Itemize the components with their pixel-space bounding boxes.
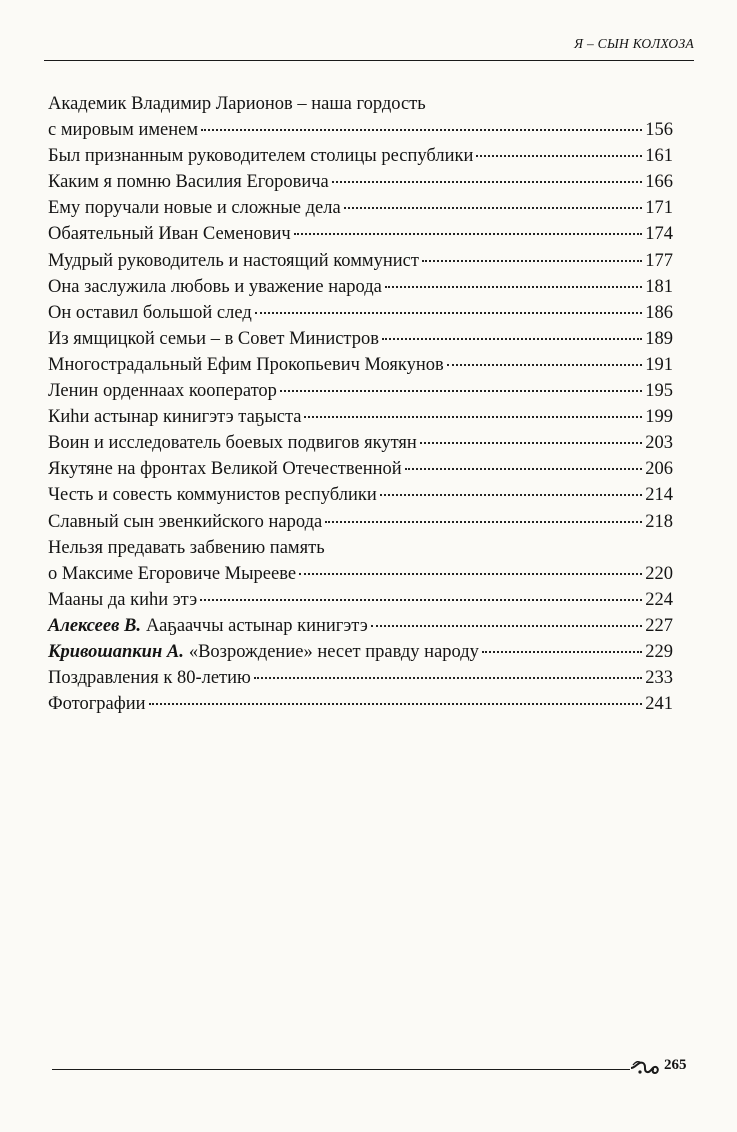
toc-entry-page: 181 xyxy=(645,276,673,297)
toc-entry-title xyxy=(48,248,419,274)
toc-entry-title xyxy=(48,274,382,300)
toc-line xyxy=(48,561,673,587)
dot-leader xyxy=(476,155,642,157)
toc-line xyxy=(48,143,673,169)
toc-entry-page: 156 xyxy=(645,120,673,141)
toc-entry-text: Славный сын эвенкийского народа xyxy=(48,511,323,532)
toc-entry-author: Алексеев В. xyxy=(48,615,141,636)
toc-line xyxy=(48,378,673,404)
toc-entry xyxy=(48,430,673,456)
dot-leader xyxy=(294,233,643,235)
toc-entry-author: Кривошапкин А. xyxy=(48,641,184,662)
dot-leader xyxy=(325,521,642,523)
toc-entry-title xyxy=(48,221,291,247)
toc-entry-page: 195 xyxy=(645,381,673,402)
toc-line xyxy=(48,639,673,665)
toc-line xyxy=(48,248,673,274)
toc-line xyxy=(48,169,673,195)
toc-entry-text: Якутяне на фронтах Великой Отечественной xyxy=(48,459,402,480)
toc-entry-page: 214 xyxy=(645,485,673,506)
toc-entry-title xyxy=(48,509,322,535)
toc-line xyxy=(48,404,673,430)
toc-entry-page: 233 xyxy=(645,668,673,689)
toc-entry xyxy=(48,691,673,717)
toc-entry xyxy=(48,221,673,247)
toc-entry xyxy=(48,509,673,535)
toc-entry xyxy=(48,378,673,404)
dot-leader xyxy=(299,573,642,575)
toc-entry-title xyxy=(48,535,325,561)
dot-leader xyxy=(255,312,642,314)
toc-entry-text: Ленин орденнаах кооператор xyxy=(48,381,277,402)
toc-entry xyxy=(48,482,673,508)
toc-entry-text: Каким я помню Василия Егоровича xyxy=(48,172,329,193)
flourish-icon xyxy=(630,1057,660,1079)
toc-entry-text: Она заслужила любовь и уважение народа xyxy=(48,276,382,297)
dot-leader xyxy=(422,260,642,262)
dot-leader xyxy=(304,416,642,418)
toc-line xyxy=(48,274,673,300)
toc-line xyxy=(48,195,673,221)
toc-entry-title xyxy=(48,143,473,169)
toc-entry-page: 177 xyxy=(645,250,673,271)
toc-entry xyxy=(48,274,673,300)
toc-entry-text: Честь и совесть коммунистов республики xyxy=(48,485,377,506)
dot-leader xyxy=(482,651,642,653)
toc-entry-page: 161 xyxy=(645,146,673,167)
toc-entry-text: Фотографии xyxy=(48,694,146,715)
toc-entry xyxy=(48,587,673,613)
toc-entry xyxy=(48,143,673,169)
toc-entry-page: 218 xyxy=(645,511,673,532)
toc-entry-page: 224 xyxy=(645,589,673,610)
bottom-rule xyxy=(52,1069,630,1070)
toc-entry-title xyxy=(48,482,377,508)
toc-entry-text: о Максиме Егоровиче Мыреeве xyxy=(48,563,297,584)
dot-leader xyxy=(371,625,642,627)
toc-entry-text: Был признанным руководителем столицы республики xyxy=(48,146,474,167)
toc-line xyxy=(48,430,673,456)
toc-entry-title xyxy=(48,352,444,378)
toc-entry-title xyxy=(48,587,197,613)
toc-entry-page: 227 xyxy=(645,615,673,636)
toc-entry-text: Ааҕааччы астынар кинигэтэ xyxy=(145,615,368,636)
toc-line xyxy=(48,691,673,717)
toc-entry-page: 241 xyxy=(645,694,673,715)
toc-line xyxy=(48,456,673,482)
toc-line xyxy=(48,221,673,247)
dot-leader xyxy=(149,703,643,705)
running-head: Я – СЫН КОЛХОЗА xyxy=(574,36,694,51)
toc-line xyxy=(48,587,673,613)
toc-entry-text: Ему поручали новые и сложные дела xyxy=(48,198,341,219)
toc-entry-page: 206 xyxy=(645,459,673,480)
dot-leader xyxy=(332,181,642,183)
toc-entry-title xyxy=(48,300,252,326)
toc-line xyxy=(48,352,673,378)
toc-entry xyxy=(48,352,673,378)
toc-line xyxy=(48,117,673,143)
toc-entry-title xyxy=(48,195,341,221)
dot-leader xyxy=(254,677,642,679)
toc-entry-title xyxy=(48,378,277,404)
toc-entry xyxy=(48,300,673,326)
toc-entry-title xyxy=(48,613,368,639)
toc-line xyxy=(48,535,673,561)
dot-leader xyxy=(385,286,642,288)
toc-entry-text: Киhи астынар кинигэтэ таҕыста xyxy=(48,407,302,428)
toc-entry xyxy=(48,91,673,143)
toc-entry-title xyxy=(48,430,417,456)
top-rule xyxy=(44,60,694,61)
toc-entry-page: 166 xyxy=(645,172,673,193)
page-number: 265 xyxy=(664,1057,687,1073)
toc-entry-title xyxy=(48,561,296,587)
toc-entry xyxy=(48,665,673,691)
toc-entry-page: 203 xyxy=(645,433,673,454)
dot-leader xyxy=(447,364,642,366)
dot-leader xyxy=(405,468,643,470)
toc-line xyxy=(48,326,673,352)
toc-entry-text: Воин и исследователь боевых подвигов якутян xyxy=(48,433,417,454)
dot-leader xyxy=(200,599,642,601)
toc-entry-text: Нельзя предавать забвению память xyxy=(48,537,325,558)
toc-entry-text: Многострадальный Ефим Прокопьевич Моякунов xyxy=(48,354,444,375)
toc-entry-title xyxy=(48,326,379,352)
toc-entry xyxy=(48,456,673,482)
toc-line xyxy=(48,300,673,326)
toc-entry-title xyxy=(48,639,479,665)
toc-entry-title xyxy=(48,117,198,143)
toc-entry-page: 220 xyxy=(645,563,673,584)
toc-entry-text: Он оставил большой след xyxy=(48,302,252,323)
toc-entry-text: Академик Владимир Ларионов – наша гордость xyxy=(48,94,426,114)
toc-entry-title xyxy=(48,169,329,195)
toc-entry-title xyxy=(48,91,426,117)
dot-leader xyxy=(380,494,642,496)
toc-line xyxy=(48,665,673,691)
dot-leader xyxy=(201,129,642,131)
dot-leader xyxy=(344,207,643,209)
toc-entry-text: Из ямщицкой семьи – в Совет Министров xyxy=(48,328,379,349)
toc-entry-text: с мировым именем xyxy=(48,120,199,141)
toc-line xyxy=(48,482,673,508)
table-of-contents xyxy=(48,91,673,717)
toc-entry xyxy=(48,169,673,195)
toc-entry xyxy=(48,248,673,274)
dot-leader xyxy=(382,338,642,340)
toc-entry-text: Поздравления к 80-летию xyxy=(48,668,251,689)
toc-entry-page: 191 xyxy=(645,354,673,375)
toc-entry-title xyxy=(48,456,402,482)
toc-entry-text: «Возрождение» несет правду народу xyxy=(188,641,479,662)
toc-entry-title xyxy=(48,404,301,430)
toc-entry xyxy=(48,404,673,430)
toc-line xyxy=(48,613,673,639)
toc-entry xyxy=(48,613,673,639)
toc-entry-title xyxy=(48,665,251,691)
toc-entry-text: Обаятельный Иван Семенович xyxy=(48,224,291,245)
toc-line xyxy=(48,509,673,535)
toc-entry xyxy=(48,195,673,221)
toc-entry-page: 186 xyxy=(645,302,673,323)
toc-entry-page: 174 xyxy=(645,224,673,245)
toc-entry-page: 189 xyxy=(645,328,673,349)
toc-entry xyxy=(48,639,673,665)
toc-line xyxy=(48,91,673,117)
toc-entry-text: Мааны да киhи этэ xyxy=(48,589,198,610)
toc-entry-page: 229 xyxy=(645,641,673,662)
toc-entry-page: 171 xyxy=(645,198,673,219)
dot-leader xyxy=(420,442,642,444)
toc-entry xyxy=(48,326,673,352)
toc-entry-title xyxy=(48,691,146,717)
toc-entry-text: Мудрый руководитель и настоящий коммунист xyxy=(48,250,419,271)
toc-entry-page: 199 xyxy=(645,407,673,428)
toc-entry xyxy=(48,535,673,587)
dot-leader xyxy=(280,390,642,392)
